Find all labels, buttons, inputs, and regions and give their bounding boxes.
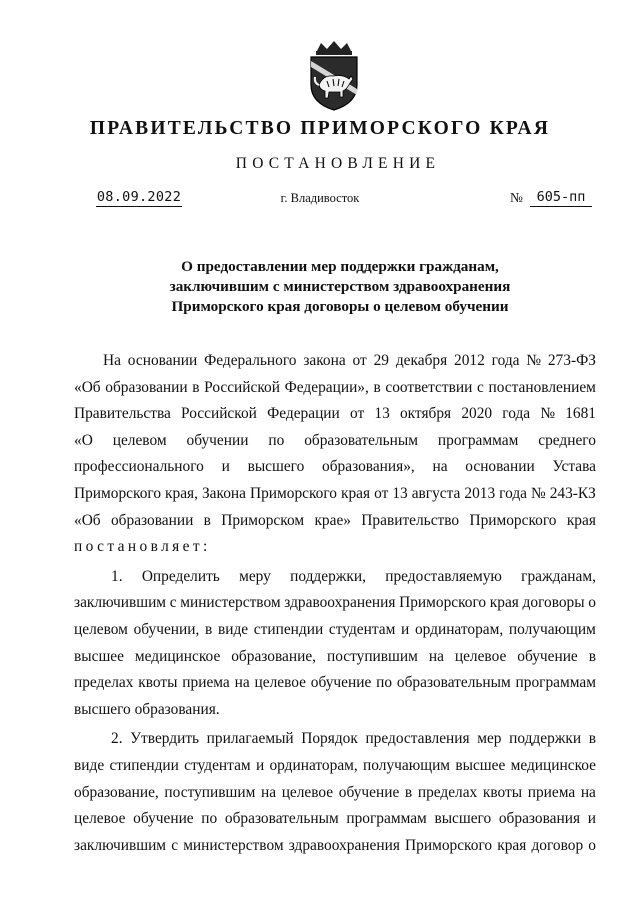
document-date: 08.09.2022 — [96, 189, 182, 205]
body-word: 243-КЗ — [549, 484, 596, 502]
body-line — [74, 617, 596, 644]
body-word: на — [234, 674, 250, 692]
body-word: Приморского — [405, 836, 493, 854]
body-word: меру — [239, 567, 271, 585]
body-word: пределах — [74, 674, 134, 692]
body-word: в — [203, 511, 211, 529]
body-word: целевое — [254, 674, 306, 692]
body-word: № — [531, 484, 546, 502]
body-word: предоставляемую — [385, 567, 502, 585]
body-word: закона — [303, 352, 346, 369]
body-word: от — [374, 484, 389, 502]
body-word: предоставления — [365, 730, 470, 748]
body-word: по — [201, 810, 218, 828]
body-word: в — [373, 378, 381, 396]
body-word: обучении — [186, 431, 249, 449]
body-word: образовании — [110, 511, 194, 529]
body-line — [74, 401, 596, 428]
body-word: программам — [346, 810, 427, 828]
body-word: высшего — [434, 810, 492, 828]
body-word: поддержки — [509, 730, 582, 748]
body-word: года — [502, 405, 531, 423]
document-number: 605-пп — [530, 189, 592, 207]
body-word: Устава — [552, 458, 596, 476]
body-line — [74, 348, 596, 375]
body-word: Правительство — [361, 511, 460, 529]
body-word: в — [404, 783, 413, 801]
body-line: высшего образования. — [74, 700, 220, 718]
preamble-paragraph — [74, 348, 596, 534]
body-word: 29 — [373, 352, 389, 369]
body-word: от — [349, 405, 365, 423]
body-line — [74, 806, 596, 833]
government-title: ПРАВИТЕЛЬСТВО ПРИМОРСКОГО КРАЯ — [89, 118, 551, 139]
body-word: медицинское — [134, 647, 221, 665]
body-word: 273-ФЗ — [547, 352, 596, 369]
body-word: образовательным — [224, 810, 339, 828]
body-word: соответствии — [385, 378, 473, 396]
body-word: на — [432, 458, 448, 476]
body-word: ординаторам, — [414, 620, 504, 638]
body-word: квоты — [482, 783, 523, 801]
body-word: медицинское — [510, 756, 596, 774]
body-word: высшего — [247, 458, 305, 476]
body-word: образование, — [231, 647, 317, 665]
body-word: «Об — [74, 511, 101, 529]
body-word: целевом — [74, 620, 128, 638]
body-line — [74, 564, 596, 591]
document-city: г. Владивосток — [280, 191, 360, 205]
body-word: в — [588, 647, 596, 665]
body-line — [74, 481, 596, 508]
coat-of-arms-icon — [303, 41, 365, 111]
body-word: стипендии — [253, 620, 324, 638]
body-word: программам — [437, 431, 519, 449]
body-word: № — [540, 405, 556, 423]
body-word: по — [376, 674, 393, 692]
body-word: от — [352, 352, 367, 369]
body-word: Российской — [204, 378, 280, 396]
body-line — [74, 726, 596, 753]
body-word: декабря — [395, 352, 448, 369]
body-word: Приморском — [221, 511, 305, 529]
body-word: программам — [515, 674, 596, 692]
body-word: Порядок — [301, 730, 358, 748]
document-subject — [120, 257, 560, 317]
body-word: поддержки, — [290, 567, 366, 585]
body-word: края — [341, 484, 371, 502]
body-word: образовательным — [396, 674, 511, 692]
body-word: Приморского — [74, 484, 162, 502]
document-type: ПОСТАНОВЛЕНИЕ — [235, 155, 441, 172]
body-word: образования», — [322, 458, 415, 476]
body-word: в — [588, 730, 596, 748]
body-word: по — [268, 431, 285, 449]
body-word: студентам — [184, 756, 251, 774]
body-word: заключившим — [74, 594, 167, 612]
body-word: виде — [74, 756, 105, 774]
number-label: № — [510, 190, 523, 205]
body-word: основании — [465, 458, 535, 476]
subject-line: заключившим с министерством здравоохранения — [169, 278, 511, 295]
body-word: министерством — [183, 836, 284, 854]
body-word: 13 — [374, 405, 390, 423]
body-word: обучение — [338, 783, 400, 801]
body-word: 2020 — [461, 405, 493, 423]
body-word: договор — [531, 836, 584, 854]
body-word: образование, — [74, 783, 159, 801]
body-word: Федерального — [204, 352, 297, 369]
body-word: Российской — [181, 405, 257, 423]
body-word: студентам — [328, 620, 396, 638]
body-word: в — [205, 620, 213, 638]
body-word: министерством — [180, 594, 281, 612]
body-word: пределах — [417, 783, 478, 801]
body-word: получающим — [363, 756, 451, 774]
body-word: ординаторам, — [269, 756, 358, 774]
body-word: Приморского — [469, 511, 557, 529]
body-word: заключившим — [74, 836, 167, 854]
clause-1-paragraph — [74, 564, 596, 697]
body-line — [74, 644, 596, 671]
body-word: Федерации — [267, 405, 340, 423]
body-word: получающим — [508, 620, 596, 638]
body-word: Определить — [141, 567, 220, 585]
body-word: высшее — [455, 756, 506, 774]
body-word: года — [491, 352, 520, 369]
body-word: мер — [477, 730, 502, 748]
body-line — [74, 670, 596, 697]
body-line — [74, 428, 596, 455]
body-word: профессионального — [74, 458, 204, 476]
body-word: 1. — [111, 567, 123, 585]
body-word: с — [171, 836, 179, 854]
clause-2-paragraph — [74, 726, 596, 859]
body-word: приема — [182, 674, 230, 692]
body-word: края — [566, 511, 596, 529]
body-word: Приморского — [399, 594, 487, 612]
body-word: На — [103, 352, 121, 369]
body-word: постановлением — [488, 378, 596, 396]
body-word: здравоохранения — [288, 836, 400, 854]
body-word: высшее — [74, 647, 124, 665]
body-word: в — [192, 378, 200, 396]
body-line — [74, 508, 596, 535]
body-word: Правительства — [74, 405, 171, 423]
body-word: «Об — [74, 378, 101, 396]
body-word: целевое — [281, 783, 334, 801]
body-word: приема — [527, 783, 576, 801]
body-word: Приморского — [249, 484, 337, 502]
document-body — [74, 348, 596, 859]
body-word: квоты — [138, 674, 178, 692]
body-word: гражданам, — [521, 567, 596, 585]
body-word: Закона — [201, 484, 246, 502]
body-word: обучение — [517, 647, 578, 665]
body-word: края — [489, 594, 519, 612]
body-word: о — [588, 836, 596, 854]
body-word: 13 — [392, 484, 408, 502]
body-word: 2012 — [454, 352, 485, 369]
body-word: августа — [411, 484, 461, 502]
subject-line: Приморского края договоры о целевом обучении — [171, 298, 509, 315]
body-word: 2013 — [464, 484, 496, 502]
body-word: виде — [217, 620, 249, 638]
body-word: № — [526, 352, 542, 369]
body-word: образования — [498, 810, 581, 828]
body-word: и — [401, 620, 410, 638]
body-word: обучение — [310, 674, 372, 692]
body-word: и — [255, 756, 265, 774]
body-line — [74, 454, 596, 481]
body-word: поступившим — [326, 647, 418, 665]
body-word: 1681 — [565, 405, 596, 423]
body-line — [74, 780, 596, 807]
body-word: края — [497, 836, 527, 854]
body-word: целевое — [74, 810, 126, 828]
body-word: прилагаемый — [206, 730, 294, 748]
body-word: на — [580, 783, 596, 801]
body-word: договоры — [522, 594, 585, 612]
body-word: образовательным — [304, 431, 418, 449]
body-word: целевом — [112, 431, 167, 449]
body-word: Утвердить — [130, 730, 200, 748]
body-word: 2. — [111, 730, 123, 748]
body-word: года — [499, 484, 528, 502]
body-word: Федерации», — [284, 378, 369, 396]
body-word: обучении, — [133, 620, 200, 638]
body-line — [74, 753, 596, 780]
body-word: и — [587, 810, 596, 828]
body-word: на — [260, 783, 277, 801]
resolves-word: постановляет: — [74, 538, 211, 556]
body-word: крае» — [314, 511, 351, 529]
body-word: на — [428, 647, 444, 665]
subject-line: О предоставлении мер поддержки гражданам, — [181, 258, 499, 275]
body-word: с — [169, 594, 177, 612]
body-word: поступившим — [164, 783, 256, 801]
body-line — [74, 590, 596, 617]
body-word: основании — [127, 352, 198, 369]
body-word: среднего — [538, 431, 596, 449]
body-word: стипендии — [109, 756, 179, 774]
body-word: целевое — [454, 647, 507, 665]
body-word: образовании — [105, 378, 188, 396]
body-word: октября — [399, 405, 452, 423]
body-word: «О — [74, 431, 93, 449]
body-word: края, — [165, 484, 198, 502]
body-word: о — [588, 594, 596, 612]
document-meta-row — [0, 189, 640, 211]
body-word: и — [221, 458, 230, 476]
body-line — [74, 375, 596, 402]
body-line — [74, 833, 596, 860]
body-word: обучение — [133, 810, 194, 828]
body-word: с — [476, 378, 484, 396]
body-word: здравоохранения — [284, 594, 396, 612]
